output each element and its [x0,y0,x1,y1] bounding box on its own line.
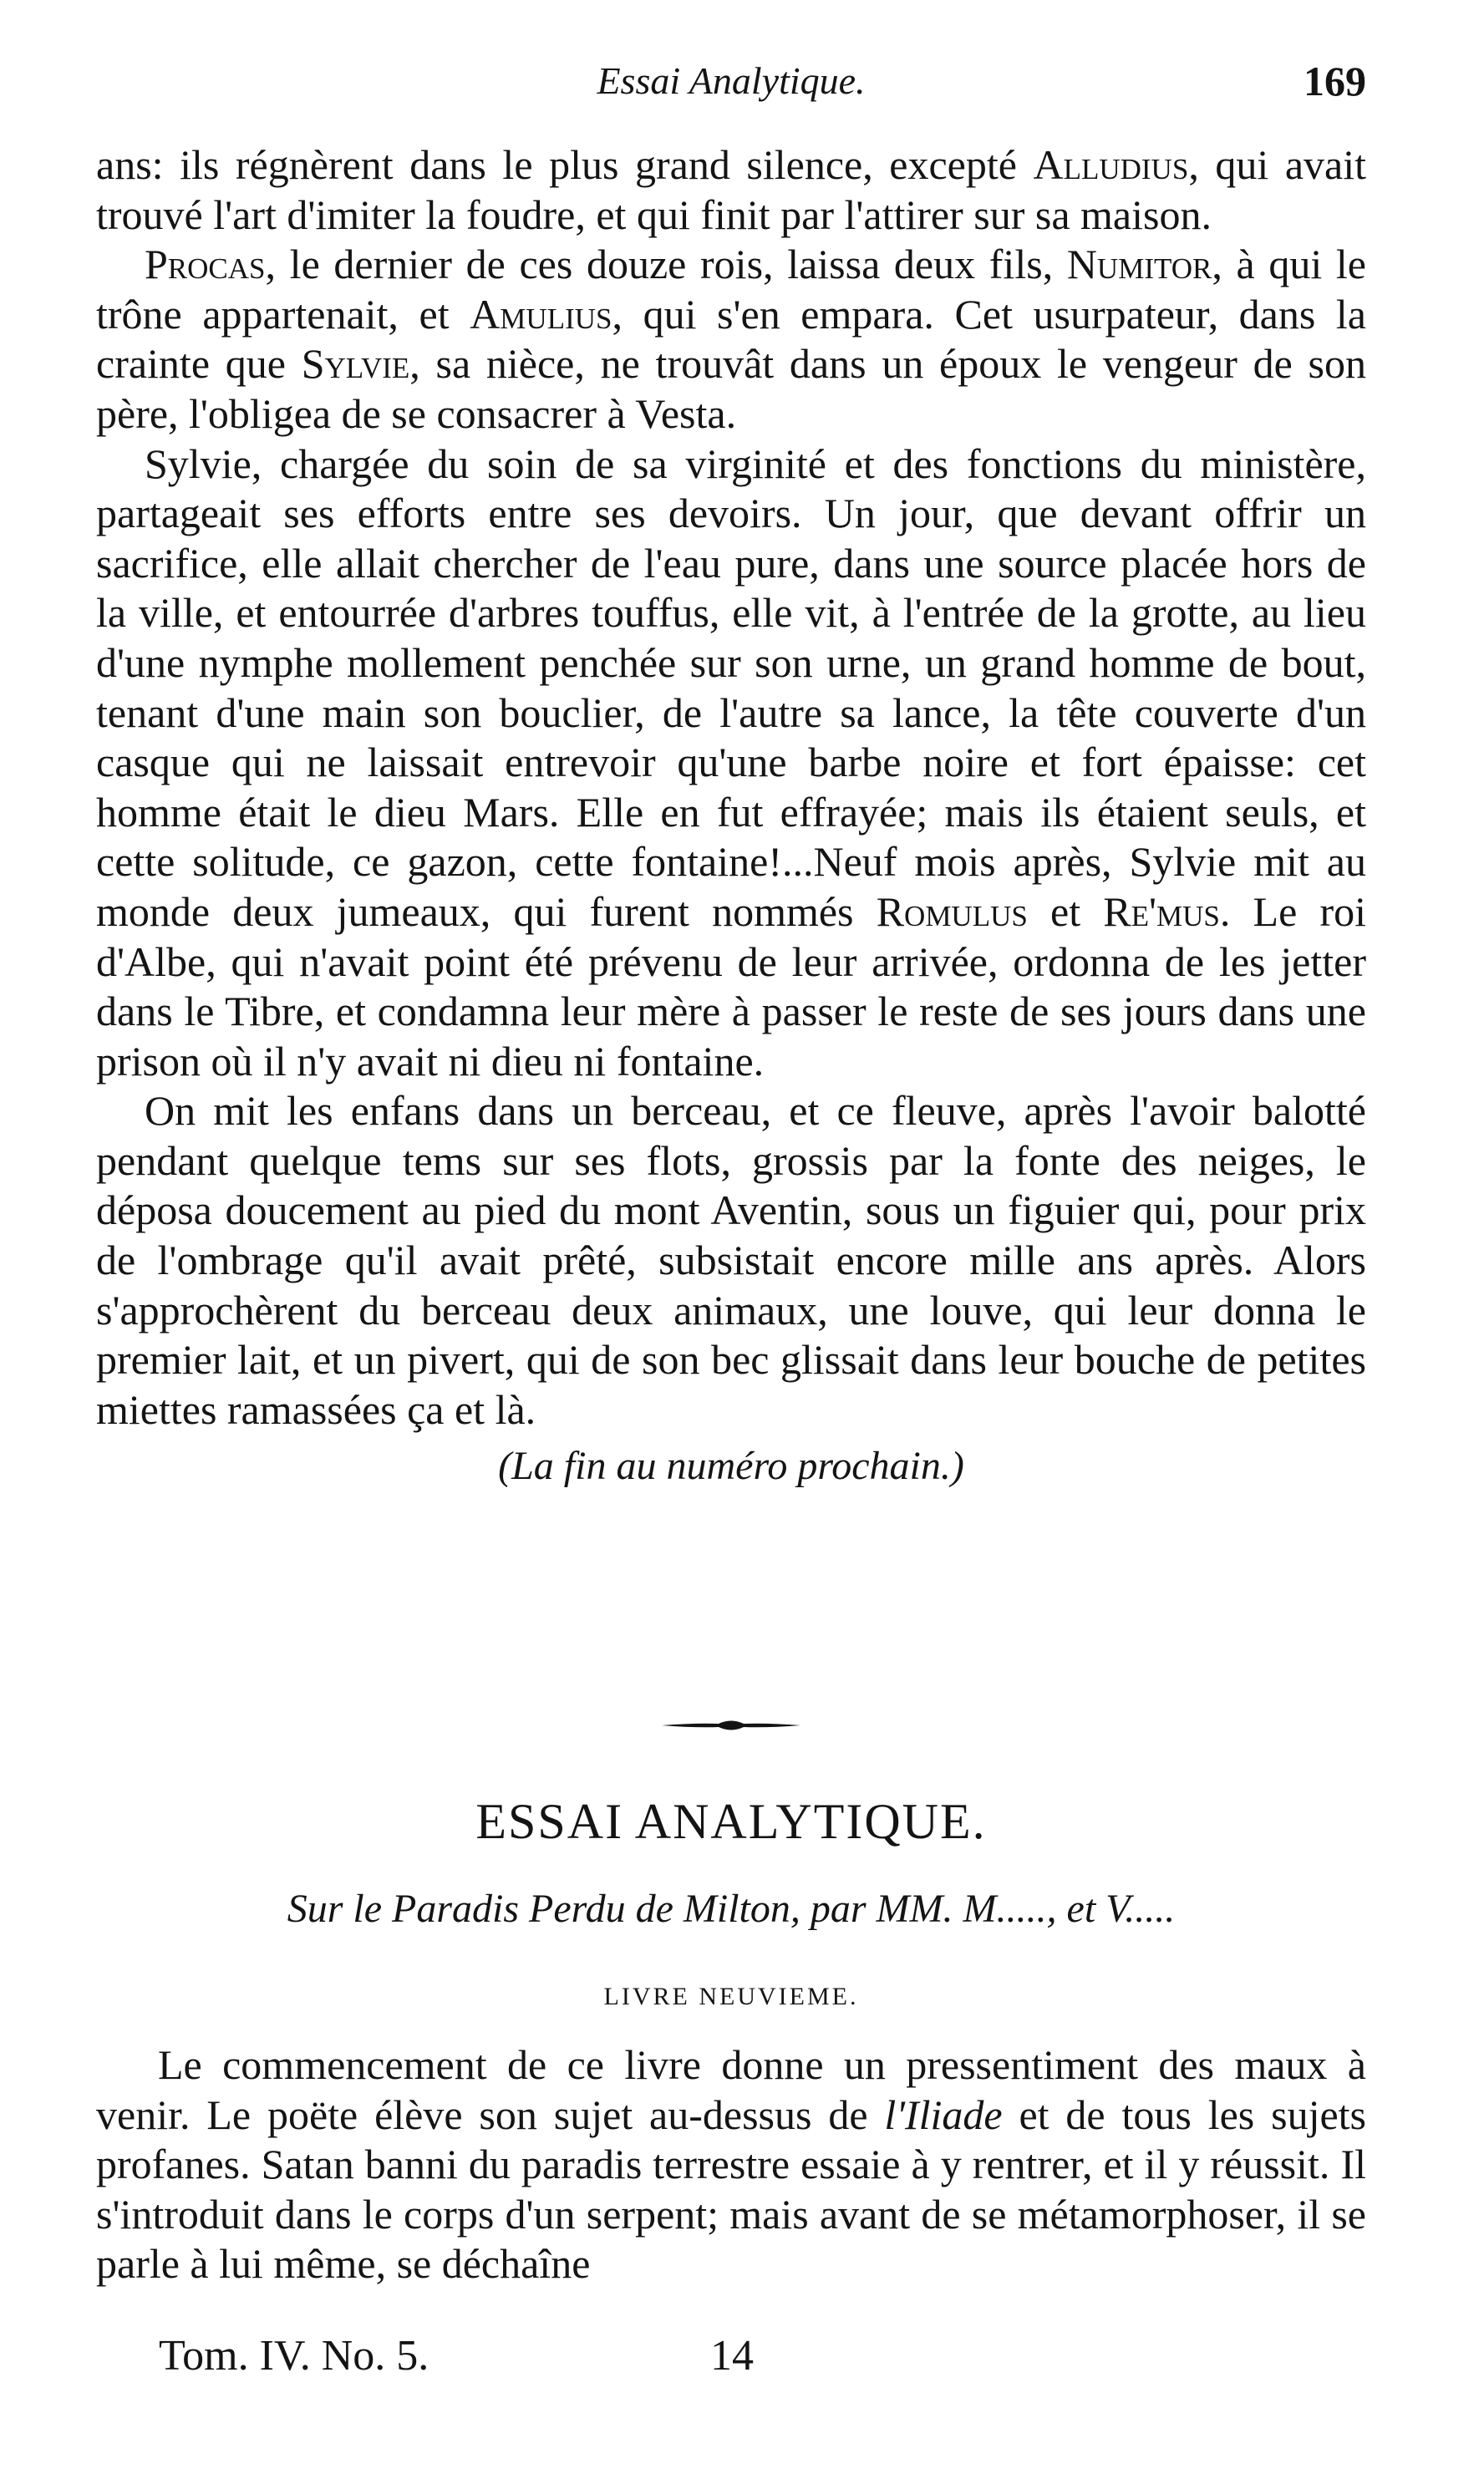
text-run: , le dernier de ces douze rois, laissa deux fils, [265,241,1067,288]
page-number: 169 [1304,58,1366,104]
text-run: Sylvie, chargée du soin de sa virginité et des fonctions du ministère, partageait ses efforts entre ses devoirs. Un jour, que devant offrir un sacrifice, elle allait chercher de l'eau pure, dans une source placée hors de la ville, et entourrée d'arbres touffus, elle vit, à l'entrée de la grotte, au lieu d'une nymphe mollement penchée sur son urne, un grand homme de bout, tenant d'une main son bouclier, de l'autre sa lance, la tête couverte d'un casque qui ne laissait entrevoir qu'une barbe noire et fort épaisse: cet homme était le dieu Mars. Elle en fut effrayée; mais ils étaient seuls, et cette solitude, ce gazon, cette fontaine!...Neuf mois après, Sylvie mit au monde deux jumeaux, qui furent nommés [96,439,1366,935]
essay-body [96,2040,1366,2289]
volume-signature: Tom. IV. No. 5. [159,2332,429,2380]
text-run: et de tous les sujets profanes. Satan banni du paradis terrestre essaie à y rentrer, et il y réussit. Il s'introduit dans le corps d'un serpent; mais avant de se métamorphoser, il se parle à lui même, se déchaîne [96,2091,1367,2288]
name-romulus: Romulus [876,887,1028,935]
page-footer [159,2327,1329,2385]
work-title-iliade: l'Iliade [884,2091,1003,2138]
sheet-number: 14 [710,2332,754,2380]
continuation-note: (La fin au numéro prochain.) [498,1444,964,1489]
name-numitor: Numitor [1066,241,1212,288]
paragraph-1 [96,140,1366,240]
name-remus: Re'mus [1103,887,1220,935]
text-run: ans: ils régnèrent dans le plus grand silence, excepté [96,141,1034,188]
book-heading: LIVRE NEUVIEME. [603,1983,859,2010]
text-run: . Le roi d'Albe, qui n'avait point été prévenu de leur arrivée, ordonna de les jetter dans le Tibre, et condamna leur mère à passer le reste de ses jours dans une prison où il n'y avait ni dieu ni fontaine. [96,887,1367,1085]
essay-paragraph [96,2040,1366,2289]
name-sylvie: Sylvie [301,340,410,388]
text-run: , à qui le trône appartenait, et [96,241,1366,338]
essay-title: ESSAI ANALYTIQUE. [475,1794,987,1849]
running-title: Essai Analytique. [597,59,866,102]
name-procas: Procas [145,241,266,288]
paragraph-4: On mit les enfans dans un berceau, et ce fleuve, après l'avoir balotté pendant quelque tems sur ses flots, grossis par la fonte des neiges, le déposa doucement au pied du mont Aventin, sous un figuier qui, pour prix de l'ombrage qu'il avait prêté, subsistait encore mille ans après. Alors s'approchèrent du berceau deux animaux, une louve, qui leur donna le premier lait, et un pivert, qui de son bec glissait dans leur bouche de petites miettes ramassées ça et là. [96,1087,1366,1433]
text-run: , qui avait trouvé l'art d'imiter la foudre, et qui finit par l'attirer sur sa maison. [96,141,1366,238]
section-divider-ornament [660,1713,802,1738]
text-run: Le commencement de ce livre donne un pressentiment des maux à venir. Le poëte élève son sujet au-dessus de [96,2041,1366,2138]
text-run: , sa nièce, ne trouvât dans un époux le vengeur de son père, l'obligea de se consacrer à Vesta. [96,340,1366,437]
name-amulius: Amulius [470,290,612,338]
article-body [96,140,1366,1491]
name-alludius: Alludius [1033,141,1189,188]
text-run: et [1027,887,1104,935]
essay-subtitle: Sur le Paradis Perdu de Milton, par MM. M....., et V..... [287,1887,1176,1931]
paragraph-2 [96,240,1366,439]
page-header [96,52,1366,119]
text-run: , qui s'en empara. Cet usurpateur, dans la crainte que [96,290,1367,388]
paragraph-3 [96,439,1366,1087]
